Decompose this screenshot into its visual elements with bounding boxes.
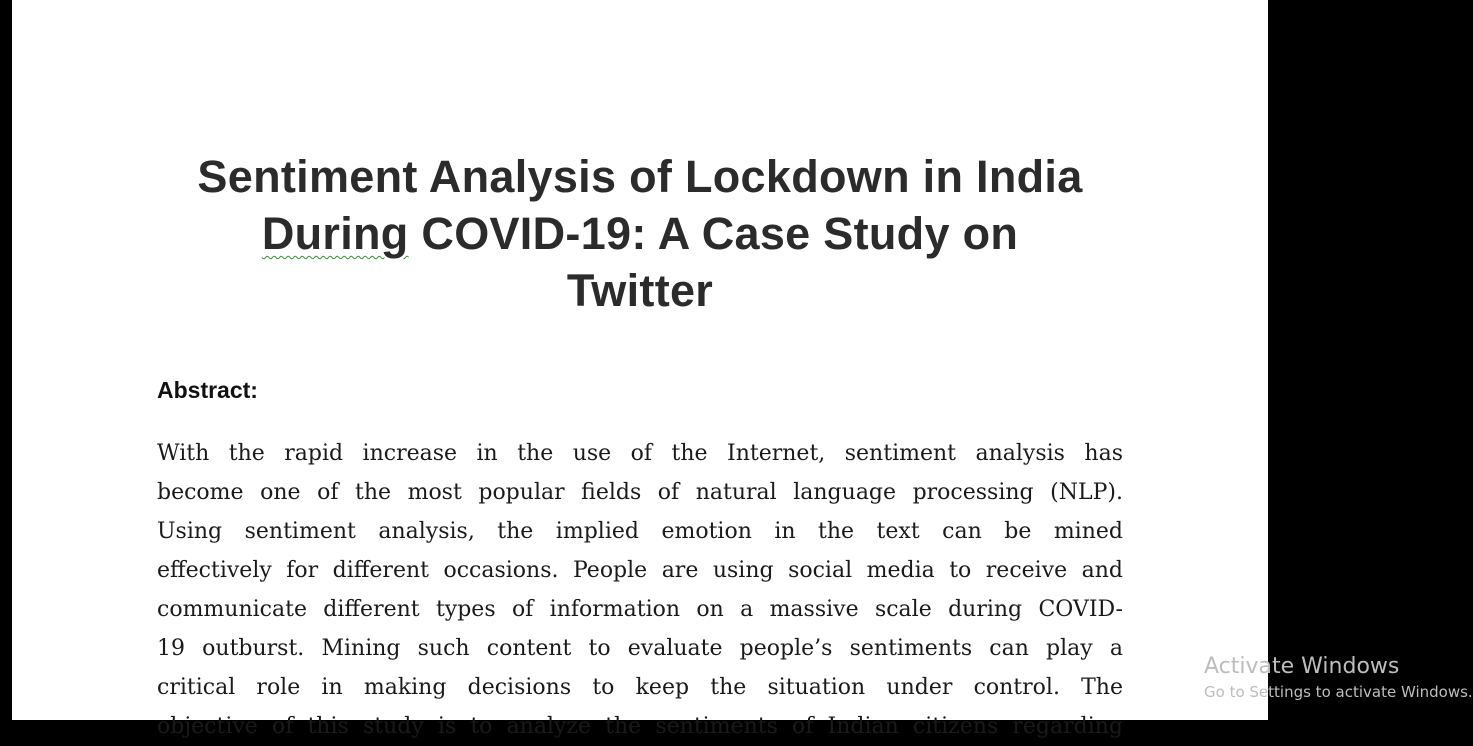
title-line-2	[12, 205, 1268, 262]
title-line-2-rest: COVID-19: A Case Study on	[408, 208, 1019, 259]
document-title	[12, 148, 1268, 319]
title-line-3: Twitter	[566, 265, 714, 316]
abstract-line: critical role in making decisions to keep the situation under control. The	[157, 675, 1123, 700]
document-page	[12, 0, 1473, 739]
abstract-line: become one of the most popular fields of natural language processing (NLP).	[157, 480, 1123, 505]
abstract-line: Using sentiment analysis, the implied emotion in the text can be mined	[157, 519, 1123, 544]
spellcheck-word: During	[261, 208, 409, 259]
watermark-title: Activate Windows	[1204, 654, 1400, 679]
abstract-heading: Abstract:	[157, 377, 258, 403]
abstract-line: With the rapid increase in the use of the Internet, sentiment analysis has	[157, 441, 1123, 466]
title-line-1: Sentiment Analysis of Lockdown in India	[197, 151, 1083, 202]
abstract-body	[157, 434, 1123, 746]
abstract-line: objective of this study is to analyze the sentiments of Indian citizens regarding	[157, 714, 1123, 739]
abstract-line: communicate different types of information on a massive scale during COVID-	[157, 597, 1123, 622]
abstract-line: effectively for different occasions. People are using social media to receive and	[157, 558, 1123, 583]
watermark-subtitle: Go to Settings to activate Windows.	[1204, 683, 1473, 701]
abstract-line: 19 outburst. Mining such content to evaluate people’s sentiments can play a	[157, 636, 1123, 661]
activate-windows-watermark	[1204, 654, 1473, 701]
